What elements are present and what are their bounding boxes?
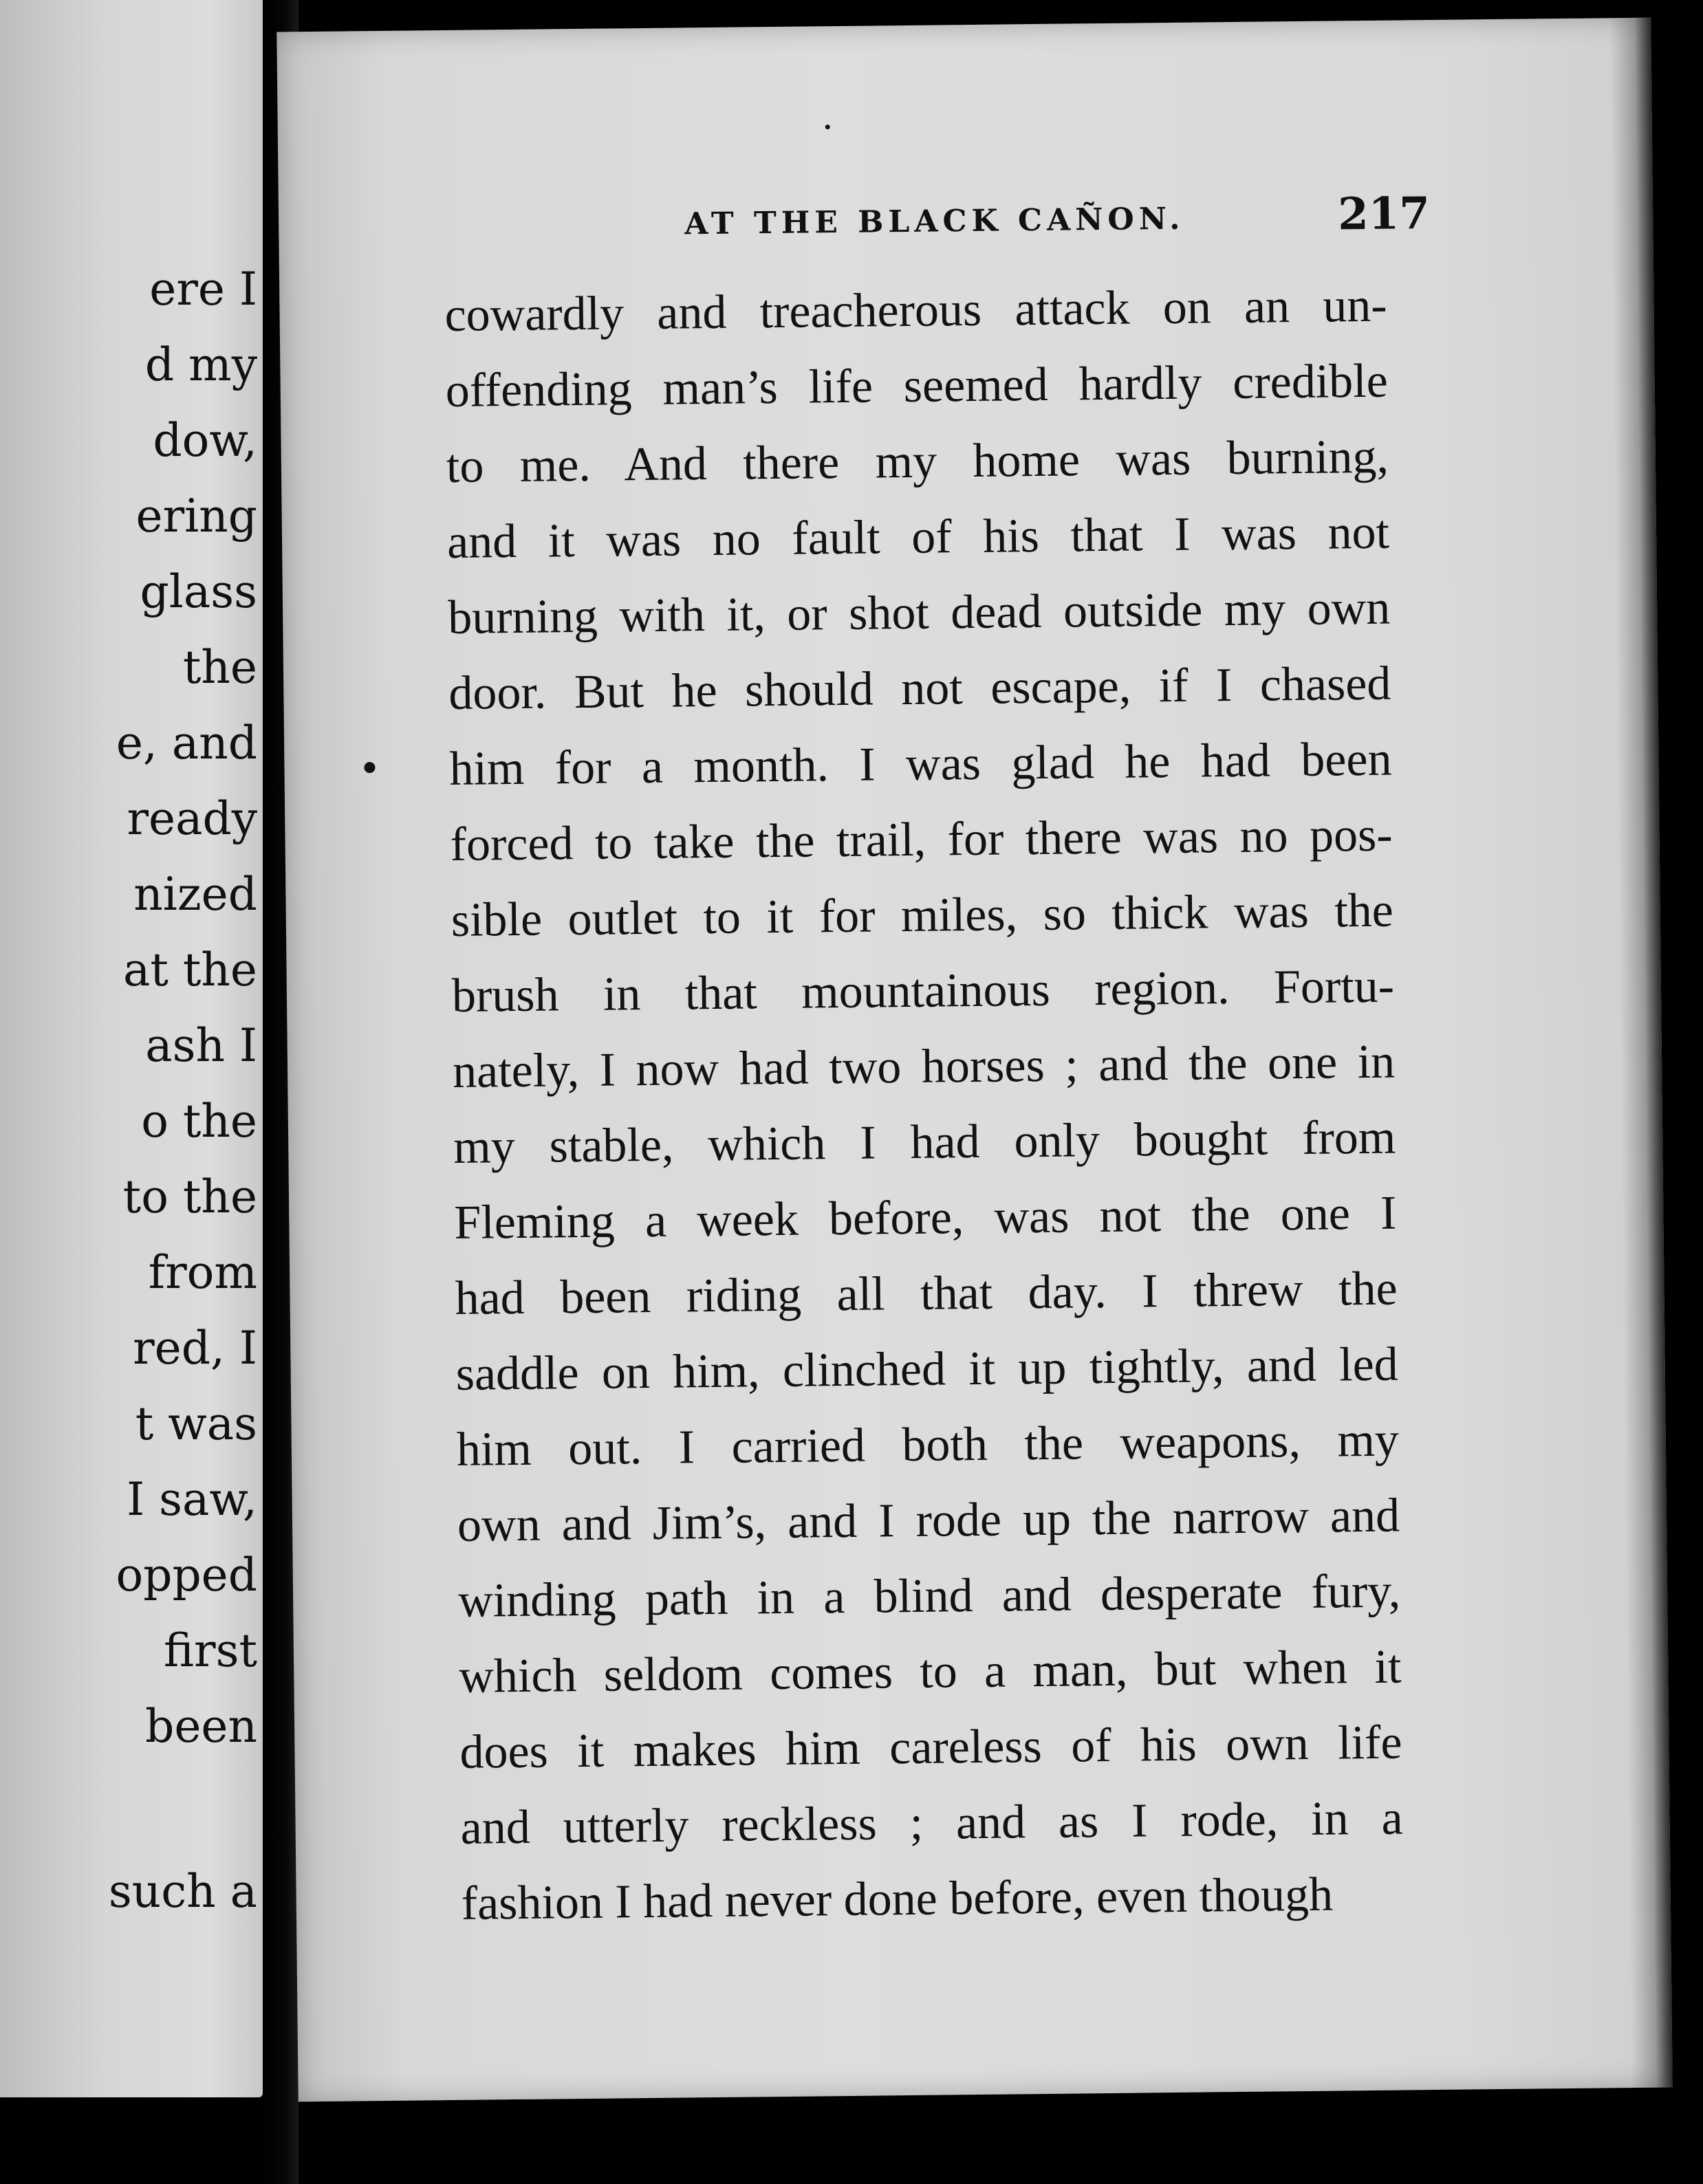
text-line: burning with it, or shot dead outside my own	[447, 581, 1391, 644]
text-line: fashion I had never done before, even though	[461, 1868, 1334, 1930]
text-line: cowardly and treacherous attack on an un-	[444, 279, 1387, 342]
left-page-line: red, I	[133, 1322, 257, 1375]
page-number: 217	[1337, 188, 1431, 241]
left-page-line: nized	[133, 868, 257, 921]
left-page-line: first	[164, 1624, 257, 1677]
running-title: AT THE BLACK CAÑON.	[684, 201, 1185, 242]
left-page-line: the	[182, 641, 257, 694]
text-line: saddle on him, clinched it up tightly, and led	[455, 1337, 1399, 1401]
text-line: to me. And there my home was burning,	[446, 430, 1389, 493]
page-body-text	[444, 268, 1404, 1942]
left-page-line: from	[148, 1246, 257, 1299]
left-page-line: e, and	[116, 717, 257, 769]
left-page-line: such a	[108, 1865, 257, 1918]
left-page-line: glass	[140, 565, 257, 618]
text-line: Fleming a week before, was not the one I	[454, 1186, 1397, 1249]
left-page-line: ere I	[149, 263, 257, 316]
text-line: my stable, which I had only bought from	[453, 1111, 1396, 1174]
left-page-line: opped	[116, 1549, 257, 1602]
text-line: forced to take the trail, for there was no pos-	[450, 808, 1393, 871]
left-page-line: to the	[122, 1170, 257, 1223]
text-line: door. But he should not escape, if I chased	[448, 657, 1391, 720]
text-line: nately, I now had two horses ; and the one in	[452, 1035, 1396, 1098]
running-head	[279, 182, 1661, 242]
left-page-line: been	[145, 1700, 257, 1753]
text-line: him out. I carried both the weapons, my	[456, 1413, 1400, 1476]
text-line: does it makes him careless of his own life	[459, 1716, 1402, 1779]
text-line: own and Jim’s, and I rode up the narrow and	[457, 1489, 1400, 1552]
ink-speck	[825, 124, 830, 129]
previous-page-fragment	[0, 0, 263, 2097]
left-page-line: I saw,	[127, 1473, 257, 1526]
left-page-line: d my	[144, 338, 257, 391]
text-line: offending man’s life seemed hardly credible	[445, 354, 1389, 417]
left-page-line: o the	[141, 1095, 257, 1148]
left-page-line: dow,	[153, 414, 257, 467]
text-line: and it was no fault of his that I was not	[446, 505, 1390, 569]
left-page-line: ering	[135, 490, 257, 543]
left-page-line: at the	[123, 943, 257, 996]
page-edge-shadow	[1609, 18, 1673, 2088]
text-line: sible outlet to it for miles, so thick was the	[451, 884, 1394, 947]
text-line: winding path in a blind and desperate fury,	[457, 1564, 1401, 1628]
text-line: him for a month. I was glad he had been	[449, 732, 1392, 796]
ink-speck	[364, 762, 375, 773]
text-line: which seldom comes to a man, but when it	[458, 1640, 1402, 1703]
text-line: had been riding all that day. I threw the	[455, 1262, 1398, 1325]
text-line: brush in that mountainous region. Fortu-	[451, 959, 1395, 1023]
left-page-line: ash I	[145, 1019, 257, 1072]
left-page-line: t was	[135, 1397, 257, 1450]
text-line: and utterly reckless ; and as I rode, in a	[460, 1791, 1403, 1855]
left-page-line: ready	[127, 792, 257, 845]
current-page	[276, 18, 1672, 2102]
